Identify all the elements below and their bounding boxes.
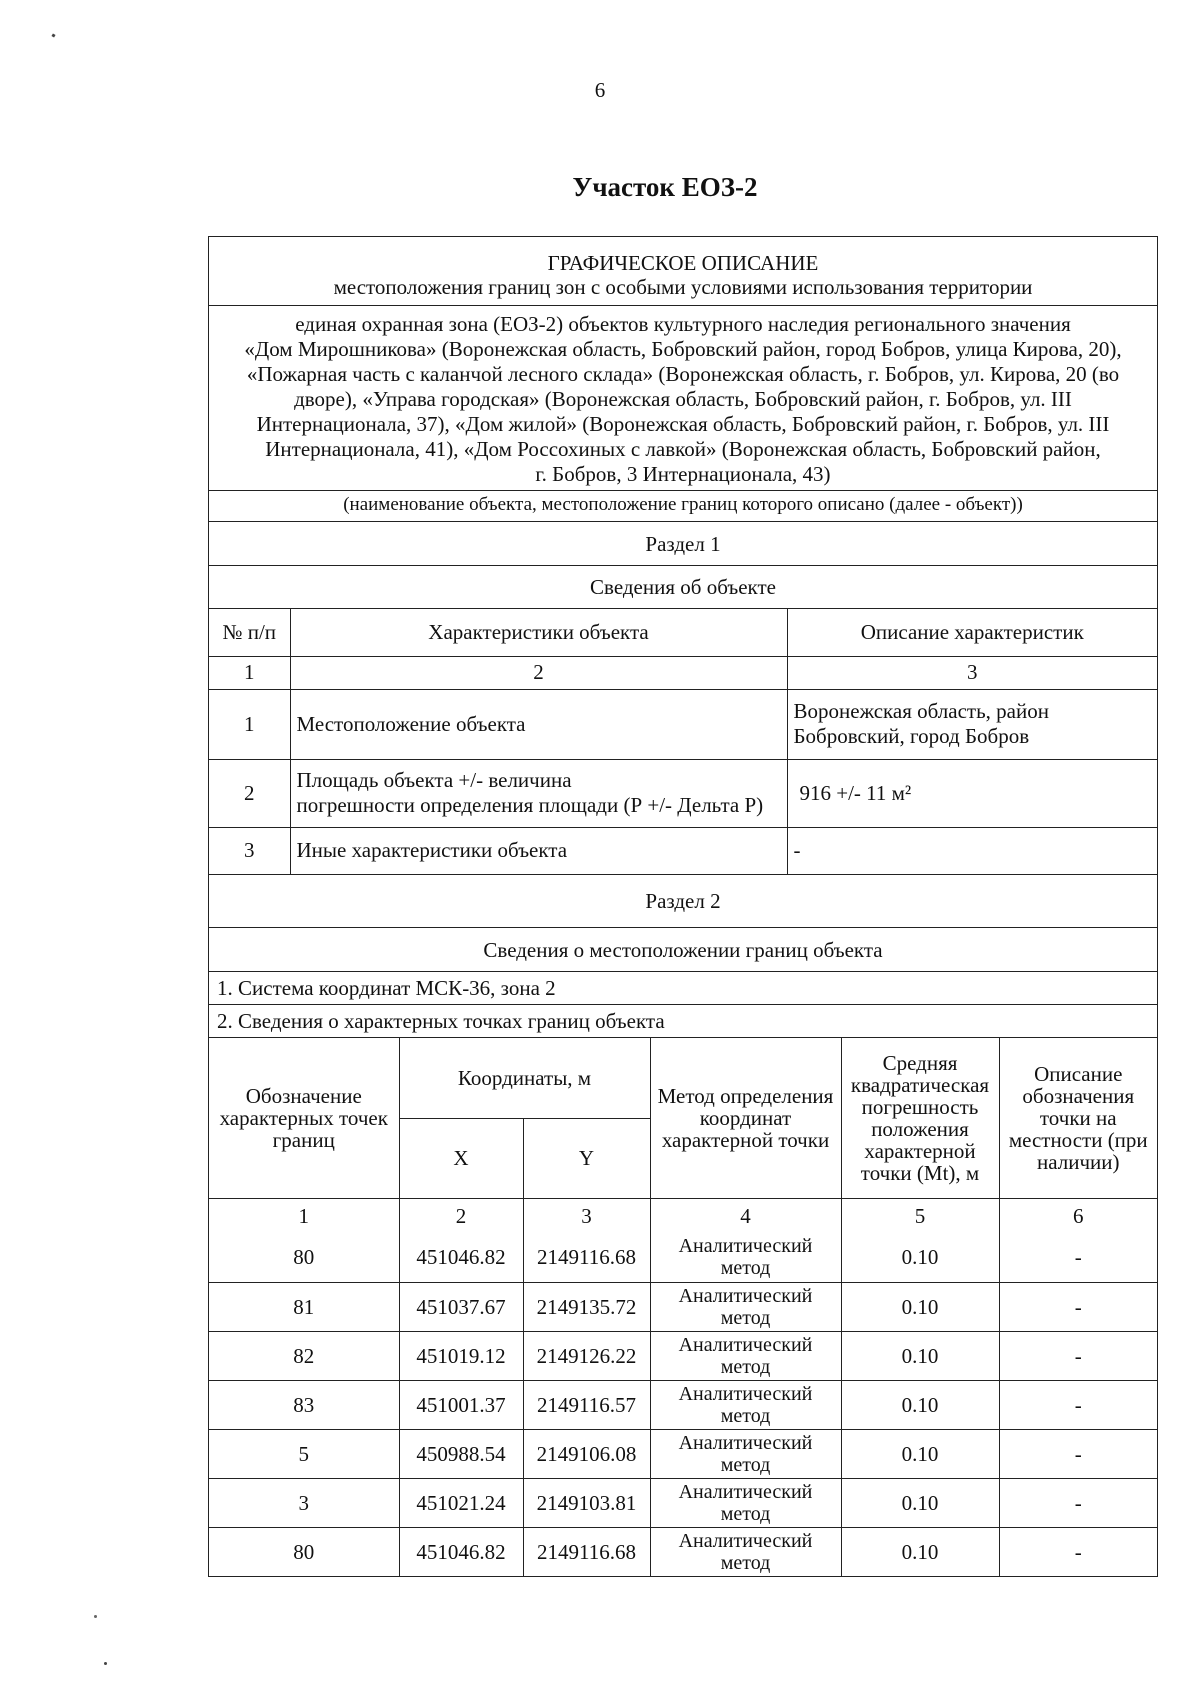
col-number: 3 bbox=[787, 656, 1157, 689]
characteristic-value: 916 +/- 11 м² bbox=[787, 759, 1157, 827]
point-marking: - bbox=[999, 1429, 1157, 1478]
marking-header-line: Описание bbox=[1034, 1061, 1123, 1086]
section1-subtitle: Сведения об объекте bbox=[209, 566, 1157, 609]
object-info-table bbox=[209, 609, 1157, 874]
y-coordinate: 2149126.22 bbox=[523, 1331, 650, 1380]
method: Аналитический метод bbox=[650, 1380, 841, 1429]
col-header: Характеристики объекта bbox=[290, 609, 787, 656]
x-coordinate: 451019.12 bbox=[399, 1331, 523, 1380]
row-number: 2 bbox=[209, 759, 290, 827]
table-row bbox=[209, 1233, 1157, 1282]
method: Аналитический метод bbox=[650, 1331, 841, 1380]
y-coordinate: 2149116.68 bbox=[523, 1233, 650, 1282]
method-header-line: Метод определения bbox=[657, 1083, 834, 1108]
point-id: 3 bbox=[209, 1478, 399, 1527]
graphic-description-form bbox=[208, 236, 1158, 1577]
table-row bbox=[209, 1331, 1157, 1380]
method-header bbox=[650, 1038, 841, 1198]
form-header-subtitle: местоположения границ зон с особыми условиями использования территории bbox=[333, 275, 1033, 299]
point-id: 83 bbox=[209, 1380, 399, 1429]
error-header bbox=[841, 1038, 999, 1198]
section2-subtitle: Сведения о местоположении границ объекта bbox=[209, 928, 1157, 972]
error-header-line: квадратическая bbox=[850, 1072, 990, 1097]
table-number-row bbox=[209, 656, 1157, 689]
table-row bbox=[209, 1282, 1157, 1331]
x-coordinate: 451021.24 bbox=[399, 1478, 523, 1527]
error-header-line: погрешность bbox=[861, 1094, 979, 1119]
y-coordinate: 2149106.08 bbox=[523, 1429, 650, 1478]
object-description-line: «Дом Мирошникова» (Воронежская область, Бобровский район, город Бобров, улица Кирова, 20), bbox=[244, 337, 1122, 361]
page-title: Участок ЕОЗ-2 bbox=[572, 172, 758, 202]
x-coordinate: 451001.37 bbox=[399, 1380, 523, 1429]
object-caption: (наименование объекта, местоположение границ которого описано (далее - объект)) bbox=[209, 491, 1157, 522]
point-marking: - bbox=[999, 1233, 1157, 1282]
characteristic-name: Иные характеристики объекта bbox=[290, 827, 787, 874]
point-marking: - bbox=[999, 1478, 1157, 1527]
characteristic-value-line: Бобровский, город Бобров bbox=[793, 724, 1030, 748]
characteristic-value bbox=[787, 689, 1157, 759]
mt-value: 0.10 bbox=[841, 1527, 999, 1576]
section1-title: Раздел 1 bbox=[209, 522, 1157, 566]
characteristic-value: - bbox=[787, 827, 1157, 874]
row-number: 1 bbox=[209, 689, 290, 759]
point-header-line: характерных точек bbox=[219, 1105, 388, 1130]
y-coordinate: 2149116.68 bbox=[523, 1527, 650, 1576]
marking-header bbox=[999, 1038, 1157, 1198]
coordinate-system: 1. Система координат МСК-36, зона 2 bbox=[209, 972, 1157, 1005]
object-info-table-wrap bbox=[209, 609, 1157, 875]
table-row bbox=[209, 759, 1157, 827]
form-header bbox=[209, 237, 1157, 306]
point-id: 81 bbox=[209, 1282, 399, 1331]
error-header-line: характерной bbox=[864, 1138, 976, 1163]
characteristic-value-line: Воронежская область, район bbox=[793, 699, 1049, 723]
points-title: 2. Сведения о характерных точках границ объекта bbox=[209, 1005, 1157, 1038]
point-marking: - bbox=[999, 1380, 1157, 1429]
method: Аналитический метод bbox=[650, 1233, 841, 1282]
error-header-line: точки (Mt), м bbox=[860, 1160, 980, 1185]
mt-value: 0.10 bbox=[841, 1380, 999, 1429]
object-description-line: дворе), «Управа городская» (Воронежская область, Бобровский район, г. Бобров, ул. III bbox=[294, 387, 1072, 411]
coords-header: Координаты, м bbox=[399, 1038, 650, 1118]
point-id: 80 bbox=[209, 1527, 399, 1576]
error-header-line: положения bbox=[871, 1116, 969, 1141]
object-description-line: Интернационала, 41), «Дом Россохиных с лавкой» (Воронежская область, Бобровский район, bbox=[265, 437, 1101, 461]
point-marking: - bbox=[999, 1282, 1157, 1331]
x-coordinate: 450988.54 bbox=[399, 1429, 523, 1478]
point-marking: - bbox=[999, 1527, 1157, 1576]
row-number: 3 bbox=[209, 827, 290, 874]
method: Аналитический метод bbox=[650, 1429, 841, 1478]
col-number: 5 bbox=[841, 1198, 999, 1233]
x-header: X bbox=[399, 1118, 523, 1198]
characteristic-name-line: Площадь объекта +/- величина bbox=[296, 768, 572, 792]
table-row bbox=[209, 1429, 1157, 1478]
object-description bbox=[209, 306, 1157, 491]
y-header: Y bbox=[523, 1118, 650, 1198]
mt-value: 0.10 bbox=[841, 1429, 999, 1478]
marking-header-line: местности (при bbox=[1008, 1127, 1148, 1152]
table-header-row bbox=[209, 609, 1157, 656]
section2-title: Раздел 2 bbox=[209, 875, 1157, 928]
table-row bbox=[209, 1527, 1157, 1576]
characteristic-name-line: погрешности определения площади (Р +/- Дельта Р) bbox=[296, 793, 764, 817]
mt-value: 0.10 bbox=[841, 1478, 999, 1527]
x-coordinate: 451046.82 bbox=[399, 1527, 523, 1576]
method: Аналитический метод bbox=[650, 1282, 841, 1331]
points-table-wrap bbox=[209, 1038, 1157, 1576]
method: Аналитический метод bbox=[650, 1527, 841, 1576]
marking-header-line: точки на bbox=[1039, 1105, 1117, 1130]
y-coordinate: 2149103.81 bbox=[523, 1478, 650, 1527]
object-description-line: г. Бобров, 3 Интернационала, 43) bbox=[535, 462, 831, 486]
object-description-line: единая охранная зона (ЕОЗ-2) объектов культурного наследия регионального значения bbox=[295, 312, 1071, 336]
method: Аналитический метод bbox=[650, 1478, 841, 1527]
error-header-line: Средняя bbox=[882, 1050, 958, 1075]
mt-value: 0.10 bbox=[841, 1282, 999, 1331]
point-id: 82 bbox=[209, 1331, 399, 1380]
y-coordinate: 2149116.57 bbox=[523, 1380, 650, 1429]
point-id: 80 bbox=[209, 1233, 399, 1282]
object-description-line: «Пожарная часть с каланчой лесного склада» (Воронежская область, г. Бобров, ул. Кирова, 20 (во bbox=[246, 362, 1120, 386]
col-number: 1 bbox=[209, 1198, 399, 1233]
points-table bbox=[209, 1038, 1157, 1576]
marking-header-line: наличии) bbox=[1037, 1149, 1120, 1174]
table-row bbox=[209, 1478, 1157, 1527]
col-number: 1 bbox=[209, 656, 290, 689]
page-number: 6 bbox=[594, 78, 606, 102]
col-number: 4 bbox=[650, 1198, 841, 1233]
characteristic-name bbox=[290, 759, 787, 827]
point-header bbox=[209, 1038, 399, 1198]
point-header-line: границ bbox=[272, 1127, 335, 1152]
table-header-row bbox=[209, 1038, 1157, 1118]
characteristic-name: Местоположение объекта bbox=[290, 689, 787, 759]
col-header: Описание характеристик bbox=[787, 609, 1157, 656]
table-row bbox=[209, 1380, 1157, 1429]
x-coordinate: 451037.67 bbox=[399, 1282, 523, 1331]
col-number: 6 bbox=[999, 1198, 1157, 1233]
col-number: 2 bbox=[399, 1198, 523, 1233]
scan-mark bbox=[51, 33, 55, 37]
scan-mark bbox=[104, 1662, 107, 1665]
col-header: № п/п bbox=[209, 609, 290, 656]
point-marking: - bbox=[999, 1331, 1157, 1380]
x-coordinate: 451046.82 bbox=[399, 1233, 523, 1282]
table-row bbox=[209, 827, 1157, 874]
marking-header-line: обозначения bbox=[1022, 1083, 1135, 1108]
method-header-line: координат bbox=[699, 1105, 792, 1130]
mt-value: 0.10 bbox=[841, 1233, 999, 1282]
points-body bbox=[209, 1233, 1157, 1576]
point-header-line: Обозначение bbox=[245, 1083, 362, 1108]
form-header-title: ГРАФИЧЕСКОЕ ОПИСАНИЕ bbox=[547, 251, 819, 275]
col-number: 2 bbox=[290, 656, 787, 689]
point-id: 5 bbox=[209, 1429, 399, 1478]
scan-mark bbox=[94, 1615, 97, 1618]
mt-value: 0.10 bbox=[841, 1331, 999, 1380]
col-number: 3 bbox=[523, 1198, 650, 1233]
method-header-line: характерной точки bbox=[661, 1127, 830, 1152]
table-row bbox=[209, 689, 1157, 759]
object-description-line: Интернационала, 37), «Дом жилой» (Воронежская область, Бобровский район, г. Бобров, ул. III bbox=[256, 412, 1110, 436]
y-coordinate: 2149135.72 bbox=[523, 1282, 650, 1331]
table-number-row bbox=[209, 1198, 1157, 1233]
